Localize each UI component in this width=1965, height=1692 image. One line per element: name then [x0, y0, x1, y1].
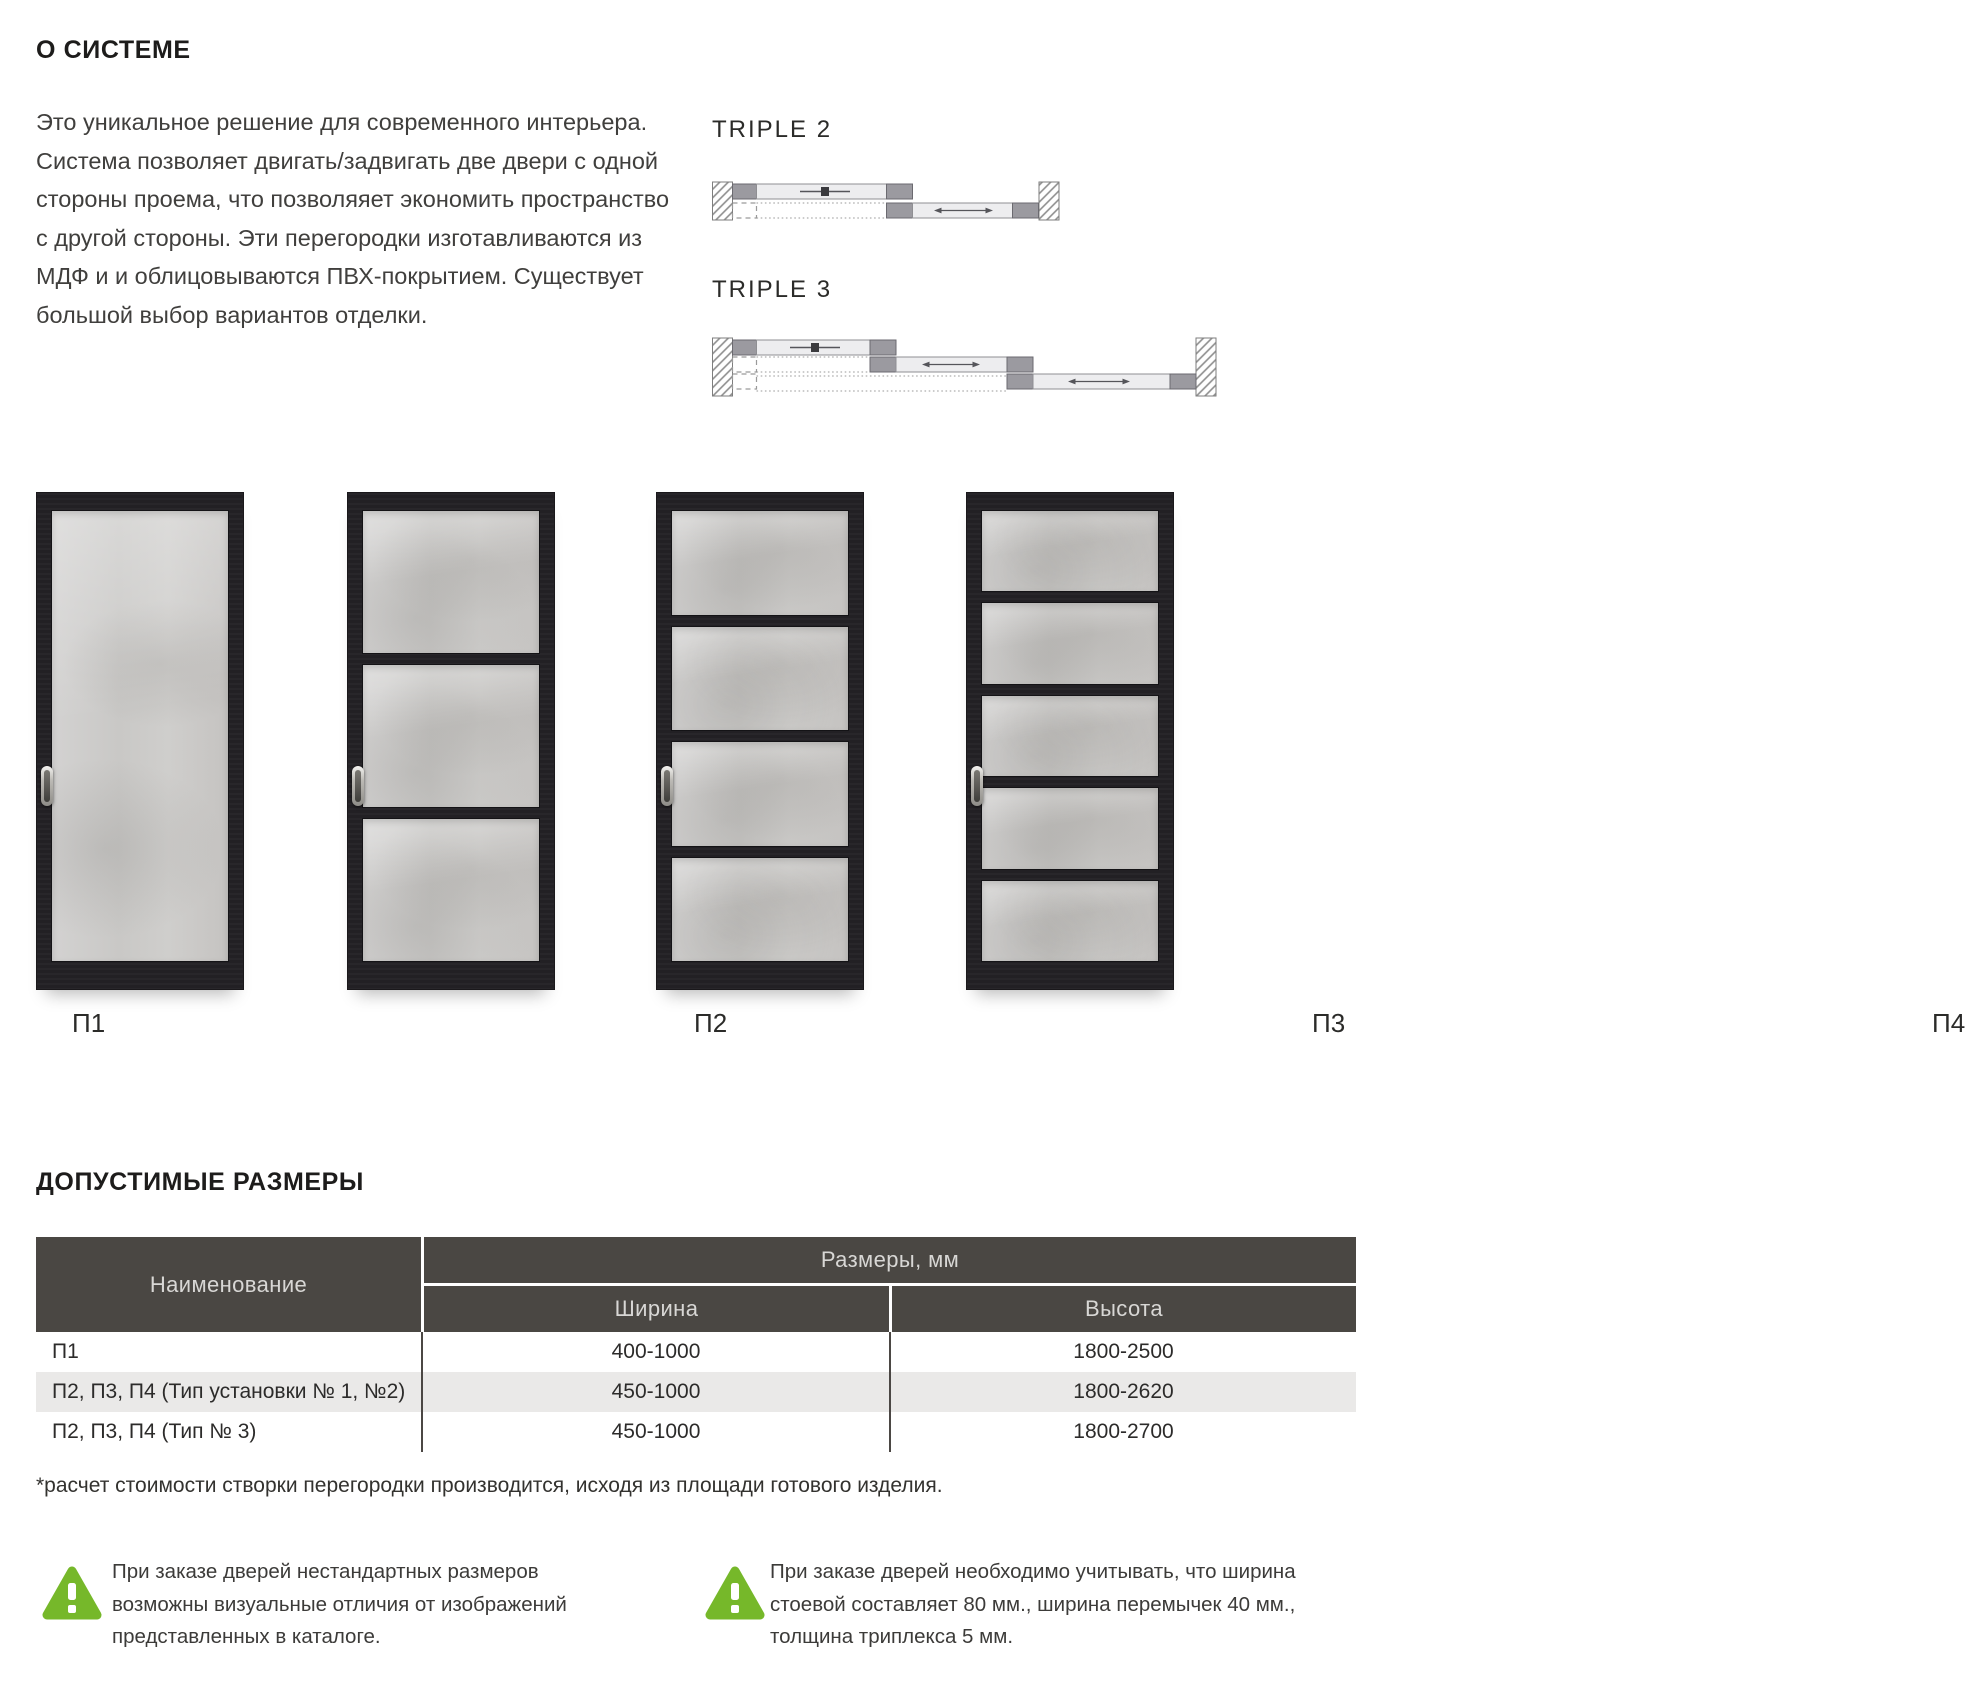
table-header-height: Высота	[889, 1286, 1356, 1332]
sizes-heading: ДОПУСТИМЫЕ РАЗМЕРЫ	[36, 1168, 365, 1196]
table-cell-name: П2, П3, П4 (Тип установки № 1, №2)	[36, 1372, 421, 1412]
door-label: П1	[72, 1008, 106, 1038]
table-header-sizes: Размеры, мм	[421, 1237, 1356, 1286]
door-handle-icon	[352, 766, 364, 806]
door-glass-panel	[981, 602, 1159, 684]
warning-triangle-icon	[703, 1564, 767, 1629]
door-glass-panel	[671, 741, 849, 847]
table-cell-name: П1	[36, 1332, 421, 1372]
table-cell-height: 1800-2700	[889, 1412, 1356, 1452]
warning-triangle-icon	[40, 1564, 104, 1629]
door-label: П2	[694, 1008, 728, 1038]
door-figure	[36, 492, 244, 1038]
wall-hatch-right	[1196, 338, 1216, 396]
triple-3-diagram	[712, 336, 1217, 398]
table-cell-width: 400-1000	[421, 1332, 889, 1372]
table-cell-name: П2, П3, П4 (Тип № 3)	[36, 1412, 421, 1452]
diagram-label-triple-2: TRIPLE 2	[712, 116, 833, 143]
note-nonstandard-sizes: При заказе дверей нестандартных размеров возможны визуальные отличия от изображений представленных в каталоге.	[112, 1560, 567, 1648]
door-glass-panel	[671, 626, 849, 732]
door-image	[36, 492, 244, 990]
table-cell-height: 1800-2500	[889, 1332, 1356, 1372]
door-glass-panel	[981, 787, 1159, 869]
door-glass-panel	[51, 510, 229, 962]
door-handle-icon	[971, 766, 983, 806]
table-footnote: *расчет стоимости створки перегородки производится, исходя из площади готового изделия.	[36, 1474, 943, 1497]
door-label: П4	[1932, 1008, 1965, 1038]
door-handle-icon	[661, 766, 673, 806]
door-image	[347, 492, 555, 990]
door-glass-panel	[671, 510, 849, 616]
door-glass-area	[51, 510, 229, 962]
wall-hatch-left	[713, 338, 733, 396]
diagram-label-triple-3: TRIPLE 3	[712, 276, 833, 303]
table-cell-width: 450-1000	[421, 1372, 889, 1412]
door-glass-panel	[981, 510, 1159, 592]
door-glass-panel	[981, 880, 1159, 962]
door-glass-panel	[981, 695, 1159, 777]
table-cell-height: 1800-2620	[889, 1372, 1356, 1412]
triple-2-diagram	[712, 180, 1060, 224]
door-figure	[347, 492, 728, 1038]
door-glass-panel	[362, 818, 540, 962]
table-header-width: Ширина	[421, 1286, 889, 1332]
door-image	[656, 492, 864, 990]
door-glass-panel	[362, 664, 540, 808]
door-handle-icon	[41, 766, 53, 806]
about-paragraph: Это уникальное решение для современного интерьера. Система позволяет двигать/задвигать две двери с одной стороны проема, что позволяяет экономить пространство с другой стороны. Эти перегородки изготавливаются из МДФ и и облицовываются ПВХ-покрытием. Существует большой выбор вариантов отделки.	[36, 109, 670, 328]
door-glass-area	[362, 510, 540, 962]
door-glass-panel	[671, 857, 849, 963]
note-profile-widths: При заказе дверей необходимо учитывать, что ширина стоевой составляет 80 мм., ширина перемычек 40 мм., толщина триплекса 5 мм.	[770, 1560, 1296, 1648]
sizes-table	[36, 1237, 1356, 1452]
table-header-name: Наименование	[36, 1237, 421, 1332]
door-glass-panel	[362, 510, 540, 654]
wall-hatch-left	[713, 182, 733, 220]
wall-hatch-right	[1039, 182, 1059, 220]
door-image	[966, 492, 1174, 990]
table-cell-width: 450-1000	[421, 1412, 889, 1452]
door-glass-area	[981, 510, 1159, 962]
page-title: О СИСТЕМЕ	[36, 36, 191, 64]
door-label: П3	[1312, 1008, 1346, 1038]
door-glass-area	[671, 510, 849, 962]
